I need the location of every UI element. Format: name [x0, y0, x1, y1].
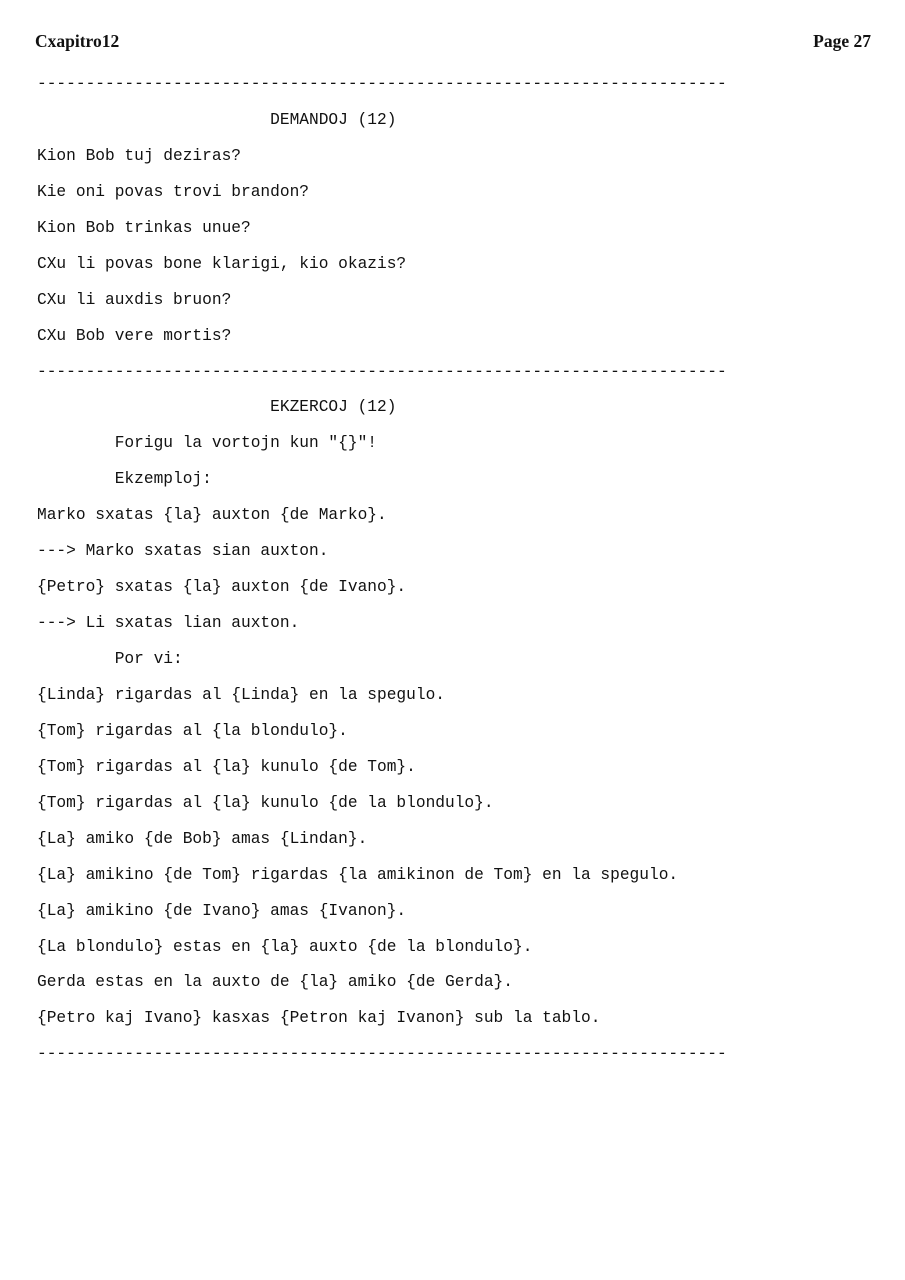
exercise-line: {La} amikino {de Ivano} amas {Ivanon}. [37, 901, 407, 920]
page-number: Page 27 [813, 31, 871, 51]
example-answer-line: ---> Marko sxatas sian auxton. [37, 542, 329, 561]
exercise-line: {Petro kaj Ivano} kasxas {Petron kaj Ivanon} sub la tablo. [37, 1009, 601, 1028]
exercise-line: {Tom} rigardas al {la blondulo}. [37, 721, 348, 740]
exercise-label: Por vi: [37, 650, 183, 668]
examples-label: Ekzemploj: [37, 470, 212, 489]
document-body [37, 75, 877, 1081]
question-line: CXu Bob vere mortis? [37, 326, 232, 345]
example-line: Marko sxatas {la} auxton {de Marko}. [37, 506, 387, 525]
question-line: CXu li auxdis bruon? [37, 290, 232, 309]
exercise-line: {Linda} rigardas al {Linda} en la spegulo. [37, 685, 445, 704]
example-answer-line: ---> Li sxatas lian auxton. [37, 614, 300, 633]
exercise-line: {Tom} rigardas al {la} kunulo {de Tom}. [37, 757, 416, 776]
separator-line: ----------------------------------------------------------------------- [37, 362, 727, 381]
page-header [35, 31, 871, 55]
exercise-line: {Tom} rigardas al {la} kunulo {de la blondulo}. [37, 793, 494, 812]
section-heading-demandoj: DEMANDOJ (12) [37, 110, 397, 129]
section-heading-ekzercoj: EKZERCOJ (12) [37, 398, 397, 417]
instruction-line: Forigu la vortojn kun "{}"! [37, 434, 377, 453]
question-line: Kion Bob tuj deziras? [37, 146, 241, 165]
exercise-line: {La} amikino {de Tom} rigardas {la amikinon de Tom} en la spegulo. [37, 865, 679, 884]
example-line: {Petro} sxatas {la} auxton {de Ivano}. [37, 578, 407, 597]
separator-line: ----------------------------------------------------------------------- [37, 1045, 727, 1064]
question-line: CXu li povas bone klarigi, kio okazis? [37, 254, 407, 273]
exercise-line: {La blondulo} estas en {la} auxto {de la blondulo}. [37, 937, 533, 956]
exercise-line: {La} amiko {de Bob} amas {Lindan}. [37, 829, 368, 848]
exercise-line: Gerda estas en la auxto de {la} amiko {de Gerda}. [37, 973, 513, 992]
chapter-title: Cxapitro12 [35, 31, 120, 51]
question-line: Kion Bob trinkas unue? [37, 218, 251, 237]
question-line: Kie oni povas trovi brandon? [37, 182, 309, 201]
separator-line: ----------------------------------------------------------------------- [37, 75, 727, 93]
